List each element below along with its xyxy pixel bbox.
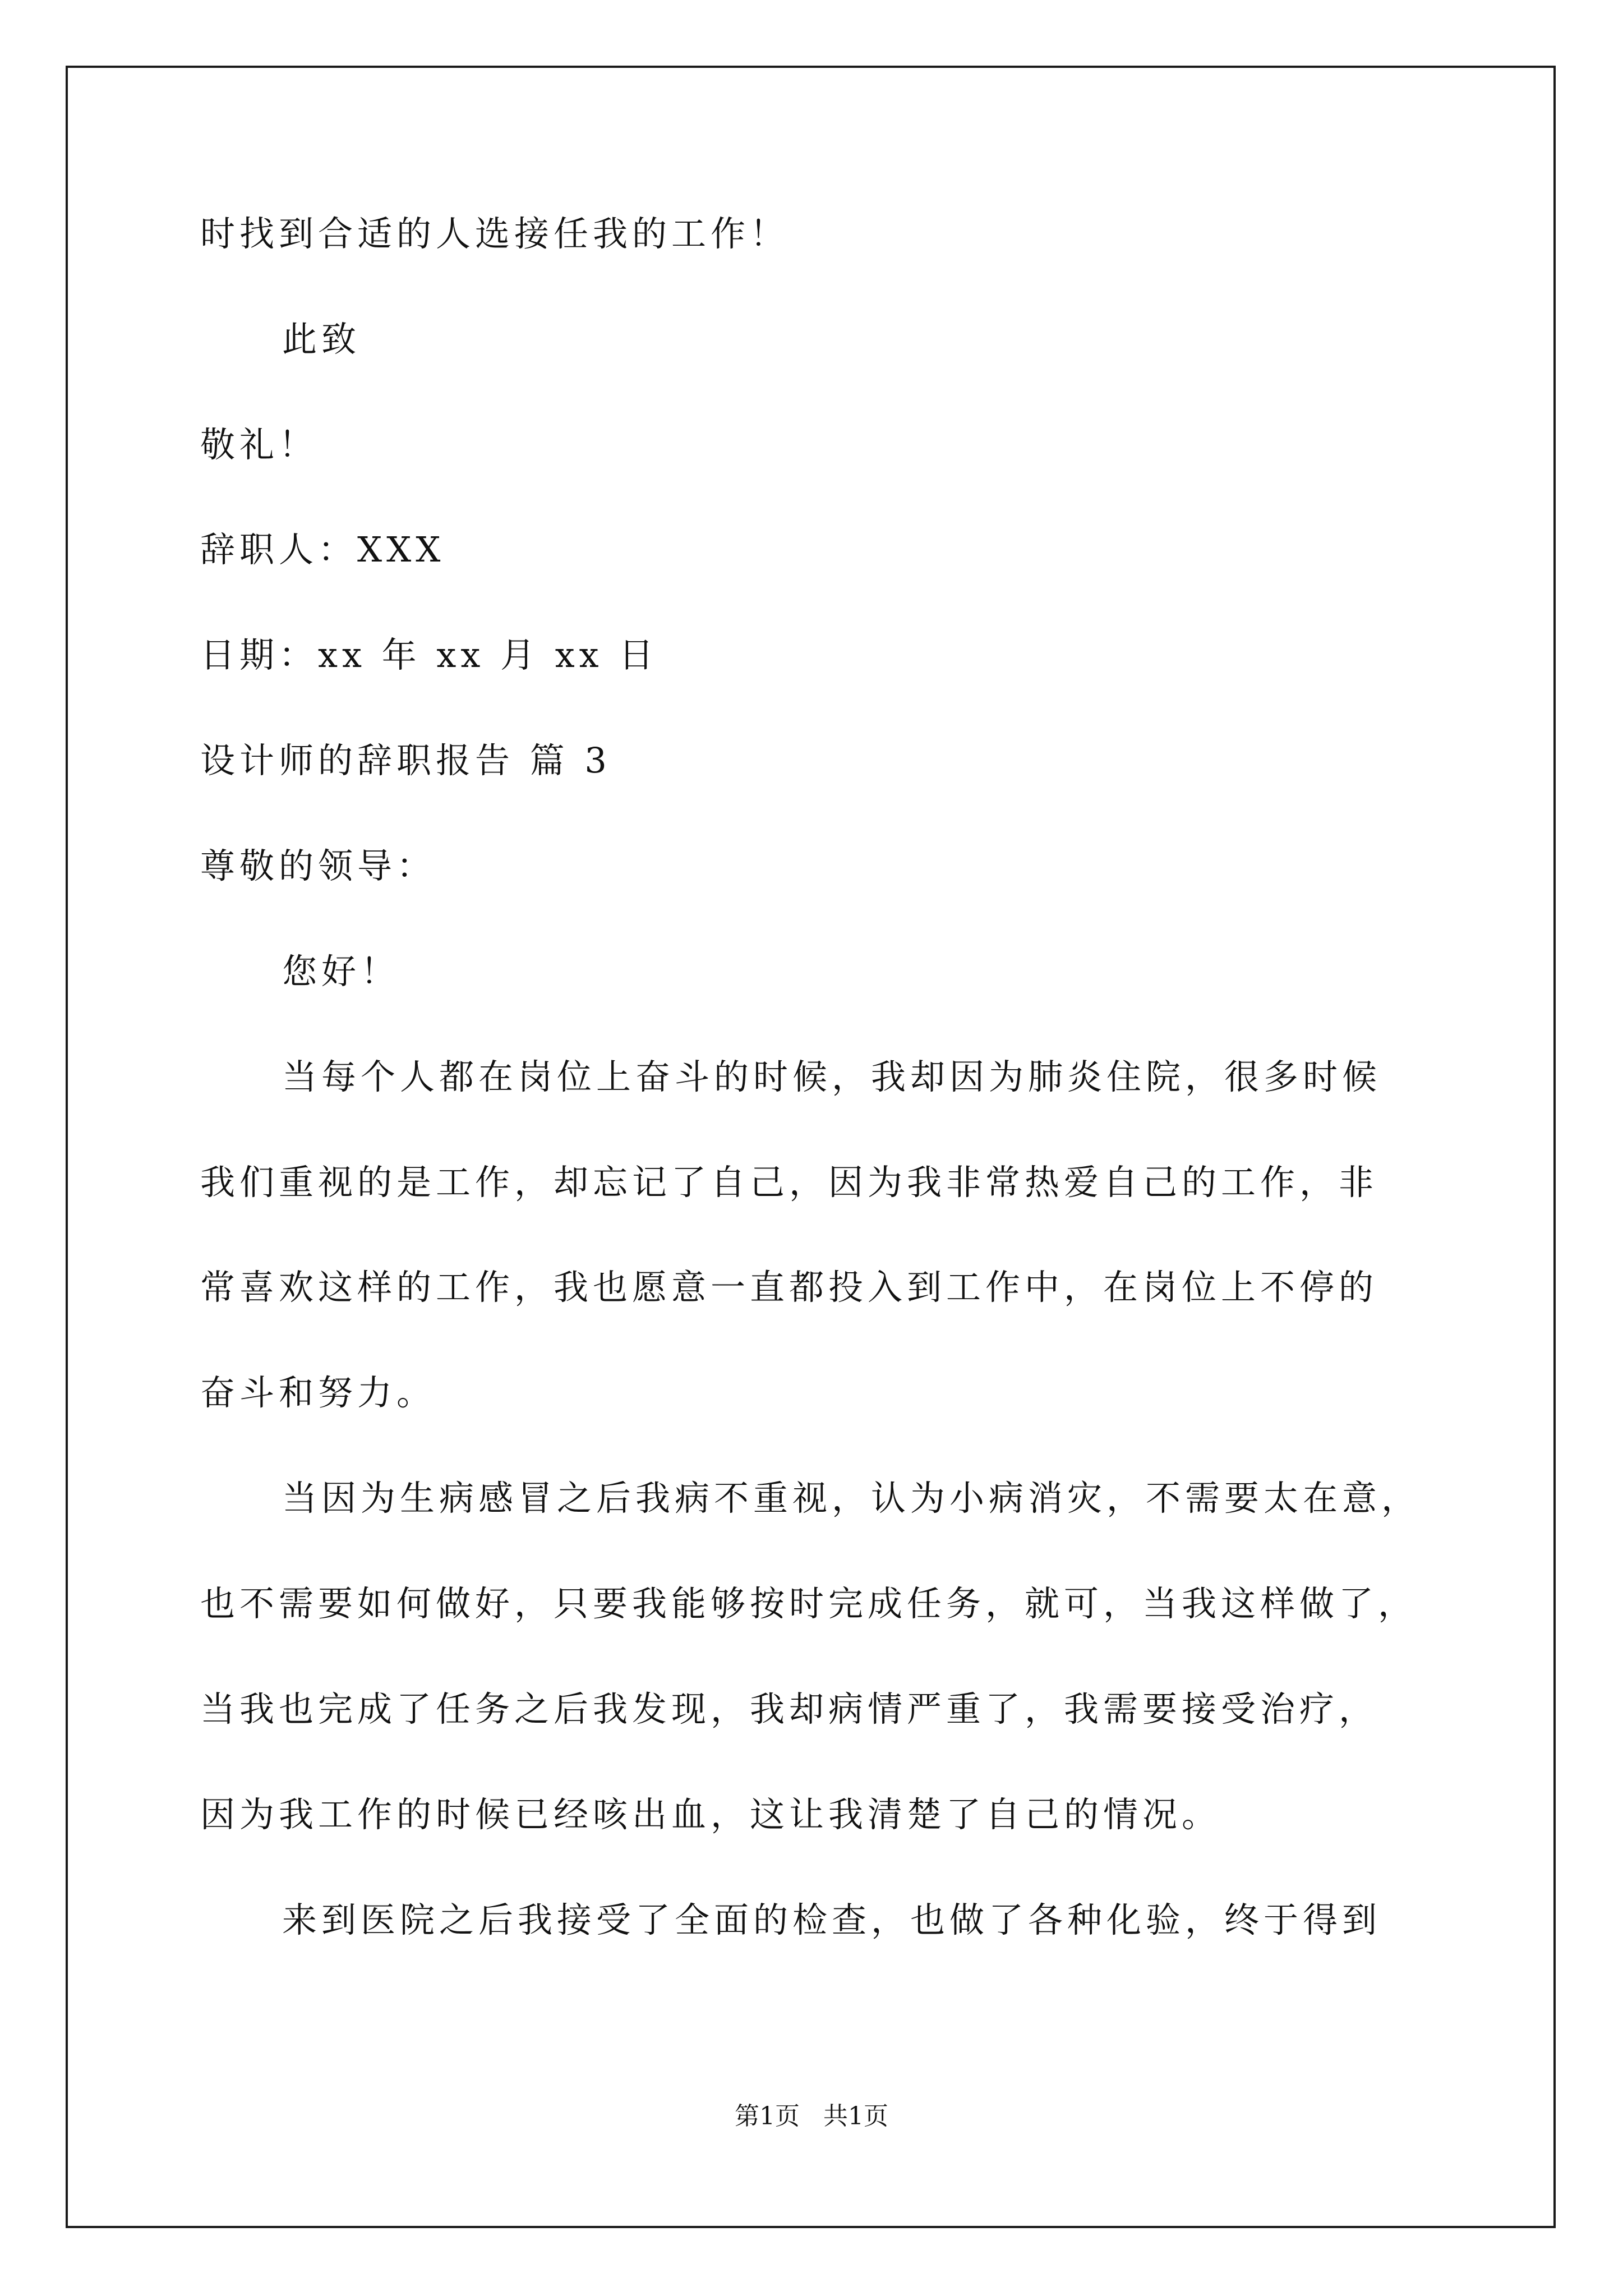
section-title: 设计师的辞职报告 篇 3	[200, 740, 611, 781]
paragraph-3-line-1: 来到医院之后我接受了全面的检查，也做了各种化验，终于得到	[282, 1899, 1382, 1940]
text-line-1: 时找到合适的人选接任我的工作！	[200, 213, 790, 254]
salutation-jingli: 敬礼！	[200, 424, 319, 465]
paragraph-2-line-3: 当我也完成了任务之后我发现，我却病情严重了，我需要接受治疗，	[200, 1688, 1378, 1729]
paragraph-1-line-1: 当每个人都在岗位上奋斗的时候，我却因为肺炎住院，很多时候	[282, 1056, 1382, 1097]
salutation-cizhi: 此致	[282, 319, 361, 360]
paragraph-2-line-1: 当因为生病感冒之后我病不重视，认为小病消灾，不需要太在意，	[282, 1478, 1421, 1519]
resigner-name: 辞职人：XXX	[200, 529, 445, 570]
date-line: 日期：xx 年 xx 月 xx 日	[200, 634, 658, 675]
paragraph-1-line-3: 常喜欢这样的工作，我也愿意一直都投入到工作中，在岗位上不停的	[200, 1267, 1378, 1308]
paragraph-1-line-2: 我们重视的是工作，却忘记了自己，因为我非常热爱自己的工作，非	[200, 1162, 1378, 1203]
paragraph-2-line-2: 也不需要如何做好，只要我能够按时完成任务，就可，当我这样做了，	[200, 1583, 1418, 1624]
greeting-leader: 尊敬的领导：	[200, 845, 436, 886]
greeting-hello: 您好！	[282, 951, 400, 992]
page-number-footer: 第1页 共1页	[735, 2102, 888, 2131]
paragraph-1-line-4: 奋斗和努力。	[200, 1372, 436, 1413]
paragraph-2-line-4: 因为我工作的时候已经咳出血，这让我清楚了自己的情况。	[200, 1794, 1221, 1835]
